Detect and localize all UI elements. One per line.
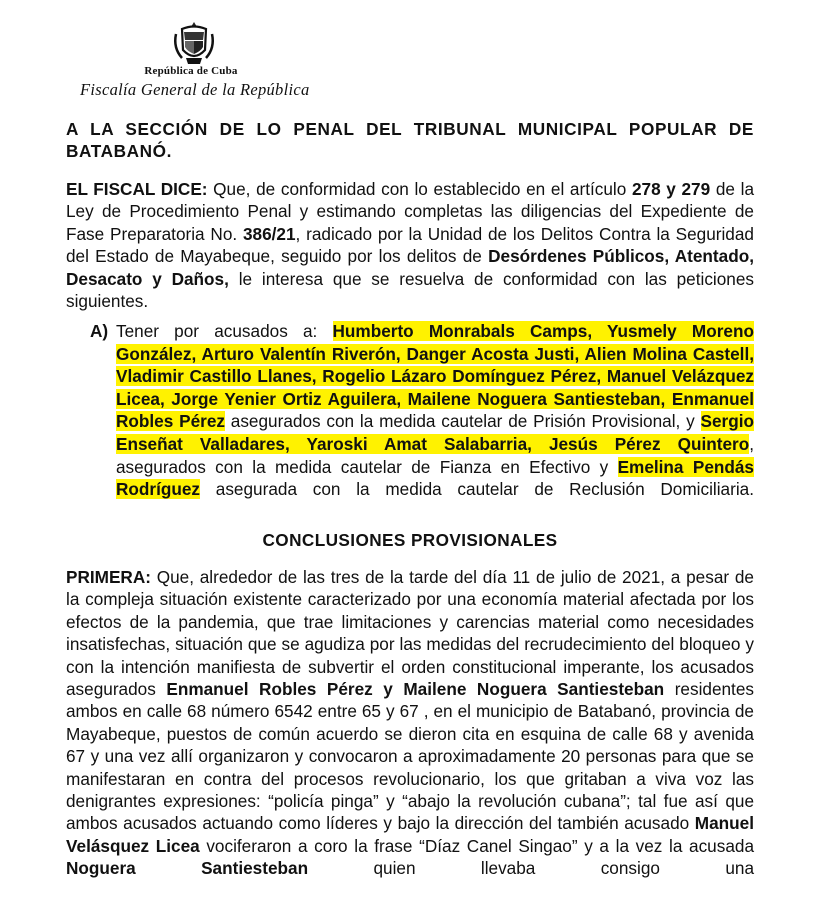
intro-text: , radicado por la Unidad de los Delitos Contra la Seguridad del Estado de Mayabeque, seguido por los delitos de: [66, 223, 754, 267]
accused-name: Manuel Velásquez Licea: [66, 813, 754, 856]
primera-paragraph: [66, 566, 754, 902]
intro-text: le interesa que se resuelva de conformidad con las peticiones siguientes.: [66, 268, 755, 312]
accused-prison-group: Humberto Monrabals Camps, Yusmely Moreno González, Arturo Valentín Riverón, Danger Acosta Justi, Alien Molina Castell, Vladimir Castillo Llanes, Rogelio Lázaro Domínguez Pérez, Manuel Velázquez Licea, Jorge Yenier Ortiz Aguilera, Mailene Noguera Santiesteban, Enmanuel Robles Pérez: [116, 321, 754, 432]
conclusions-heading: CONCLUSIONES PROVISIONALES: [262, 530, 558, 550]
intro-text: Que, de conformidad con lo establecido en el artículo: [207, 179, 632, 199]
primera-text: residentes ambos en calle 68 número 6542 entre 65 y 67 , en el municipio de Batabanó, provincia de Mayabeque, puestos de común acuerdo se dieron cita en esquina de calle 68 y avenida 67 y una vez allí organizaron y convocaron a aproximadamente 20 personas para que se manifestaran en contra del procesos revolucionario, los que gritaban a viva voz las denigrantes expresiones: “policía pinga” y “abajo la revolución cubana”; tal fue así que ambos acusados actuando como líderes y bajo la dirección del también acusado: [66, 679, 754, 834]
article-numbers: 278 y 279: [631, 179, 711, 199]
intro-paragraph: [66, 178, 754, 335]
accused-names: Enmanuel Robles Pérez y Mailene Noguera Santiesteban: [166, 679, 665, 700]
letterhead-office: Fiscalía General de la República: [80, 80, 310, 99]
expediente-number: 386/21: [242, 223, 296, 244]
item-text: asegurada con la medida cautelar de Reclusión Domiciliaria.: [200, 479, 754, 500]
item-text: , asegurados con la medida cautelar de Fianza en Efectivo y: [116, 433, 754, 477]
intro-lead: EL FISCAL DICE:: [66, 179, 208, 199]
petition-item-a: [90, 320, 754, 523]
primera-text: Que, alrededor de las tres de la tarde del día 11 de julio de 2021, a pesar de la compleja situación existente caracterizado por una economía material afectada por los efectos de la pandemia, que trae limitaciones y carencias material como necesidades insatisfechas, situación que se agudiza por las medidas del recrudecimiento del bloqueo y con la intención manifiesta de subvertir el orden constitucional imperante, los acusados asegurados: [66, 567, 754, 700]
accused-name: Noguera Santiesteban: [66, 858, 309, 879]
primera-text: vociferaron a coro la frase “Díaz Canel Singao” y a la vez la acusada: [199, 835, 754, 856]
delitos-list: Desórdenes Públicos, Atentado, Desacato y Daños,: [66, 246, 754, 289]
item-text: asegurados con la medida cautelar de Prisión Provisional, y: [224, 411, 701, 432]
item-a-text: [116, 320, 754, 523]
accused-bail-group: Sergio Enseñat Valladares, Yaroski Amat Salabarria, Jesús Pérez Quintero: [116, 411, 754, 454]
primera-text: quien llevaba consigo una: [308, 858, 755, 879]
accused-house-arrest: Emelina Pendás Rodríguez: [116, 456, 754, 500]
document-heading: A LA SECCIÓN DE LO PENAL DEL TRIBUNAL MUNICIPAL POPULAR DE BATABANÓ.: [66, 119, 754, 161]
primera-lead: PRIMERA:: [66, 567, 151, 587]
letterhead-republic: República de Cuba: [144, 65, 238, 77]
item-label: A): [90, 321, 109, 341]
intro-text: de la Ley de Procedimiento Penal y estimando completas las diligencias del Expediente de Fase Preparatoria No.: [66, 179, 754, 244]
cuban-coat-of-arms-icon: [170, 20, 218, 66]
item-text: Tener por acusados a:: [116, 321, 333, 341]
